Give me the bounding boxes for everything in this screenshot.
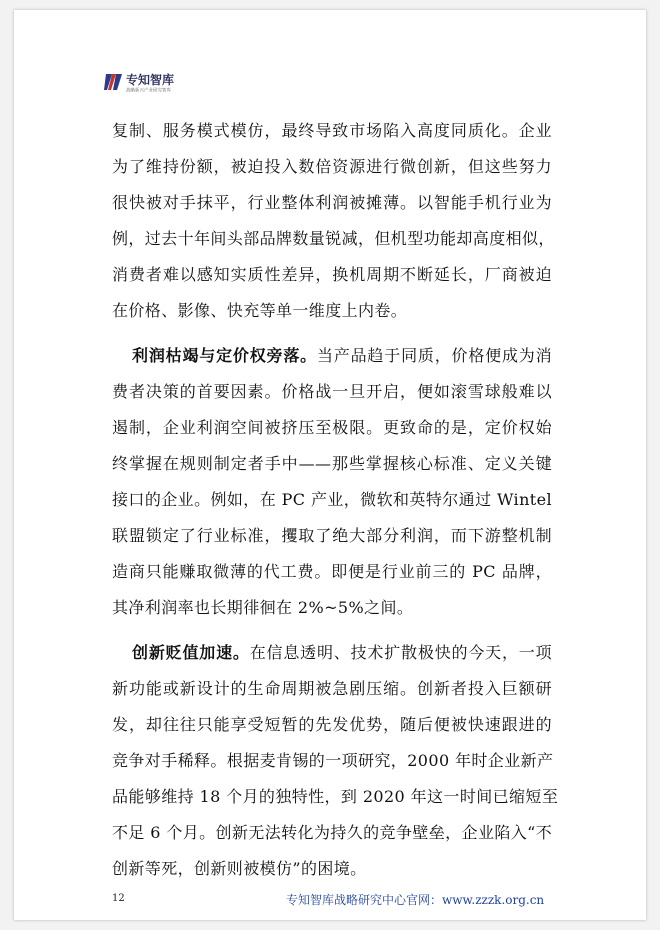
- paragraph-3-line-2: 新功能或新设计的生命周期被急剧压缩。创新者投入巨额研: [112, 679, 552, 698]
- page-number: 12: [112, 893, 125, 904]
- paragraph-1-line-1: 复制、服务模式模仿，最终导致市场陷入高度同质化。企业: [112, 121, 552, 140]
- logo-title: 专知智库: [126, 73, 175, 87]
- paragraph-3-line-5: 品能够维持 18 个月的独特性，到 2020 年这一时间已缩短至: [112, 787, 559, 806]
- paragraph-2-first-line-rest: 当产品趋于同质，价格便成为消: [316, 346, 552, 365]
- paragraph-1-line-3: 很快被对手抹平，行业整体利润被摊薄。以智能手机行业为: [112, 193, 552, 212]
- zz-stripes-logo-icon: [104, 70, 124, 94]
- paragraph-3-first-line-rest: 在信息透明、技术扩散极快的今天，一项: [249, 643, 552, 662]
- paragraph-1-line-6: 在价格、影像、快充等单一维度上内卷。: [112, 301, 408, 320]
- paragraph-1-line-2: 为了维持份额，被迫投入数倍资源进行微创新，但这些努力: [112, 157, 552, 176]
- header-logo: [104, 70, 214, 98]
- paragraph-2-line-2: 费者决策的首要因素。价格战一旦开启，便如滚雪球般难以: [112, 382, 552, 401]
- paragraph-2-line-1: [132, 346, 552, 366]
- paragraph-3-line-3: 发，却往往只能享受短暂的先发优势，随后便被快速跟进的: [112, 715, 552, 734]
- logo-subtitle: 战略新兴产业研究智库: [126, 87, 172, 94]
- paragraph-2-line-5: 接口的企业。例如，在 PC 产业，微软和英特尔通过 Wintel: [112, 490, 552, 509]
- paragraph-3-line-4: 竞争对手稀释。根据麦肯锡的一项研究，2000 年时企业新产: [112, 751, 554, 770]
- paragraph-1-line-4: 例，过去十年间头部品牌数量锐减，但机型功能却高度相似，: [112, 229, 555, 248]
- paragraph-2-line-4: 终掌握在规则制定者手中——那些掌握核心标准、定义关键: [112, 454, 552, 473]
- paragraph-2-line-7: 造商只能赚取微薄的代工费。即便是行业前三的 PC 品牌，: [112, 562, 552, 581]
- paragraph-3-line-7: 创新等死，创新则被模仿”的困境。: [112, 859, 367, 878]
- paragraph-2-line-6: 联盟锁定了行业标准，攫取了绝大部分利润，而下游整机制: [112, 526, 552, 545]
- paragraph-2-heading: 利润枯竭与定价权旁落。: [132, 346, 317, 365]
- paragraph-3-line-6: 不足 6 个月。创新无法转化为持久的竞争壁垒，企业陷入“不: [112, 823, 553, 842]
- paragraph-3-line-1: [132, 643, 552, 663]
- footer-website-link[interactable]: 专知智库战略研究中心官网：www.zzzk.org.cn: [286, 893, 545, 907]
- paragraph-1-line-5: 消费者难以感知实质性差异，换机周期不断延长，厂商被迫: [112, 265, 552, 284]
- paragraph-2-line-3: 遏制，企业利润空间被挤压至极限。更致命的是，定价权始: [112, 418, 552, 437]
- paragraph-2-line-8: 其净利润率也长期徘徊在 2%~5%之间。: [112, 598, 414, 617]
- paragraph-3-heading: 创新贬值加速。: [132, 643, 250, 662]
